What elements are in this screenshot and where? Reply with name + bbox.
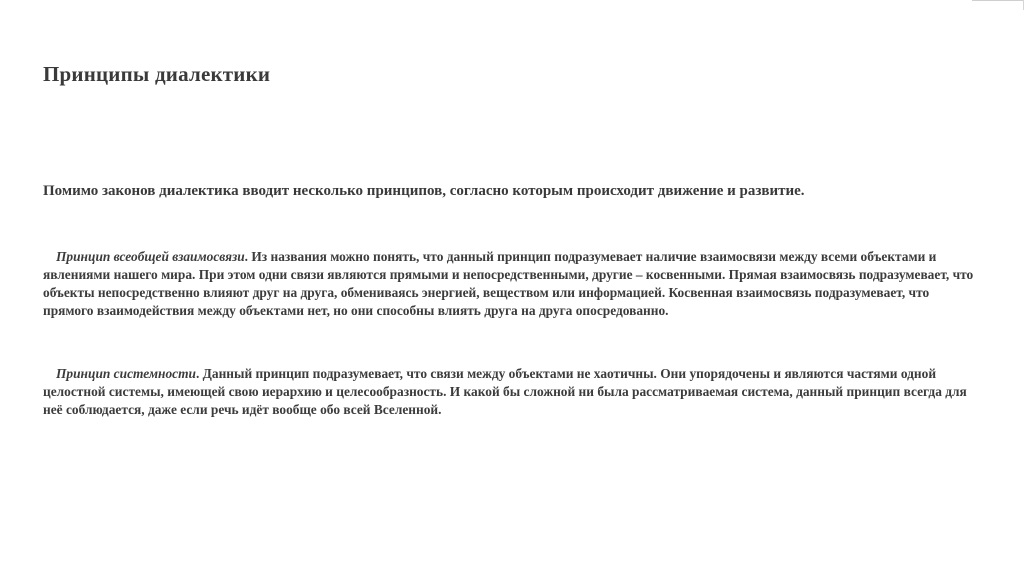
principle-systemicity-term: Принцип системности	[56, 366, 196, 381]
intro-paragraph: Помимо законов диалектика вводит несколько принципов, согласно которым происходит движение и развитие.	[43, 183, 805, 199]
principle-interconnection-text: . Из названия можно понять, что данный принцип подразумевает наличие взаимосвязи между всеми объектами и явлениями нашего мира. При этом одни связи являются прямыми и непосредственными, другие – косвенными. Прямая взаимосвязь подразумевает, что объекты непосредственно влияют друг на друга, обмениваясь энергией, веществом или информацией. Косвенная взаимосвязь подразумевает, что прямого взаимодействия между объектами нет, но они способны влиять друга на друга опосредованно.	[43, 249, 974, 318]
corner-decoration	[972, 0, 1024, 11]
principle-systemicity-paragraph	[43, 365, 978, 419]
principle-interconnection-paragraph	[43, 248, 978, 320]
principle-interconnection-term: Принцип всеобщей взаимосвязи	[56, 249, 245, 264]
slide-title: Принципы диалектики	[43, 62, 271, 86]
principle-systemicity-text: . Данный принцип подразумевает, что связи между объектами не хаотичны. Они упорядочены и являются частями одной целостной системы, имеющей свою иерархию и целесообразность. И какой бы сложной ни была рассматриваемая система, данный принцип всегда для неё соблюдается, даже если речь идёт вообще обо всей Вселенной.	[43, 366, 967, 417]
